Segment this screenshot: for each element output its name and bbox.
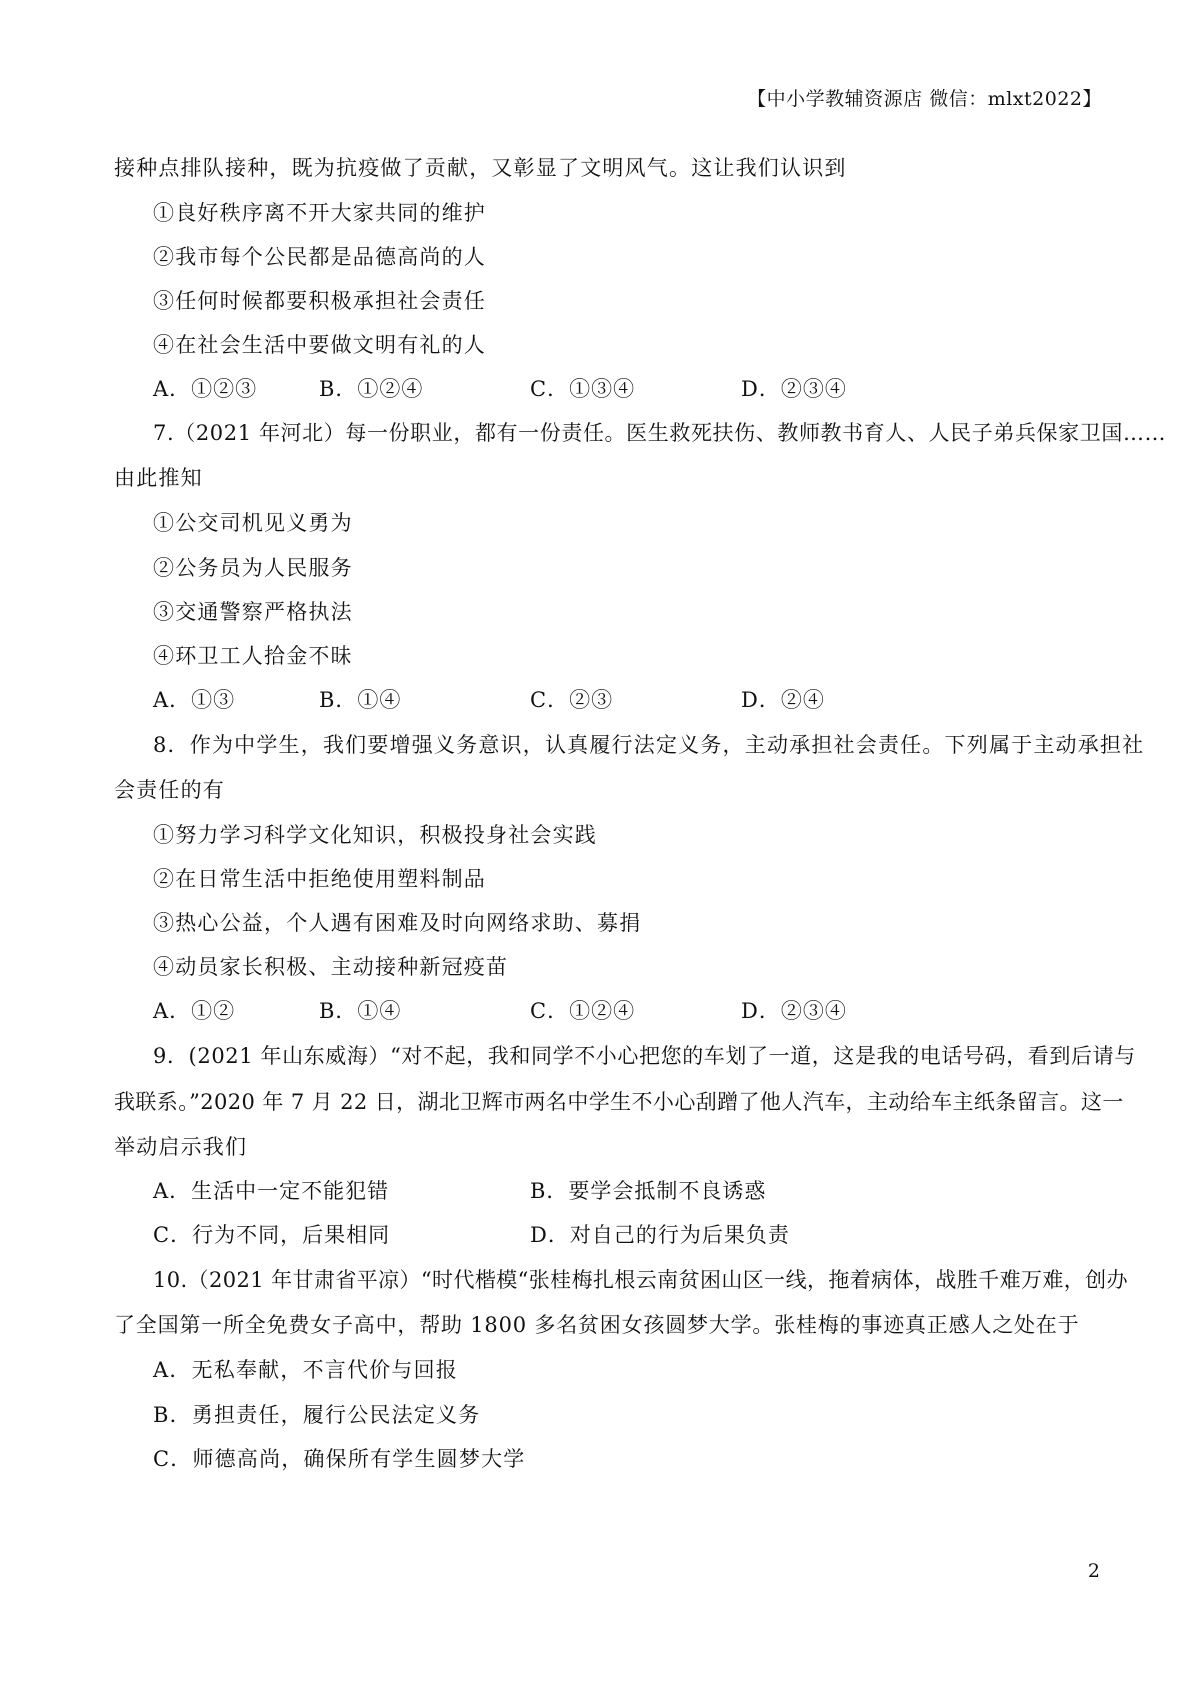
q7-item-3: ③交通警察严格执法	[153, 600, 353, 624]
q7-option-b: B．①④	[319, 688, 402, 712]
q9-stem-line-2: 我联系。”2020 年 7 月 22 日，湖北卫辉市两名中学生不小心刮蹭了他人汽车，主动给车主纸条留言。这一	[114, 1090, 1124, 1114]
q8-item-2: ②在日常生活中拒绝使用塑料制品	[153, 867, 486, 891]
q8-item-4: ④动员家长积极、主动接种新冠疫苗	[153, 955, 509, 979]
q8-option-b: B．①④	[319, 999, 402, 1023]
q6-stem: 接种点排队接种，既为抗疫做了贡献，又彰显了文明风气。这让我们认识到	[114, 156, 847, 180]
q6-item-3: ③任何时候都要积极承担社会责任	[153, 289, 486, 313]
q7-item-2: ②公务员为人民服务	[153, 556, 353, 580]
header-note: 【中小学教辅资源店 微信：mlxt2022】	[747, 88, 1102, 110]
q8-item-1: ①努力学习科学文化知识，积极投身社会实践	[153, 823, 597, 847]
q10-option-c: C．师德高尚，确保所有学生圆梦大学	[153, 1447, 526, 1471]
q10-stem-line-2: 了全国第一所全免费女子高中，帮助 1800 多名贫困女孩圆梦大学。张桂梅的事迹真正感人之处在于	[114, 1313, 1080, 1337]
q9-option-c: C．行为不同，后果相同	[153, 1223, 391, 1247]
q6-item-2: ②我市每个公民都是品德高尚的人	[153, 245, 486, 269]
q6-option-a: A．①②③	[153, 377, 258, 401]
page-number: 2	[1087, 1560, 1100, 1582]
q6-item-1: ①良好秩序离不开大家共同的维护	[153, 201, 486, 225]
q6-option-d: D．②③④	[741, 377, 847, 401]
q8-stem-line-2: 会责任的有	[114, 778, 225, 802]
q10-stem-line-1: 10.（2021 年甘肃省平凉）“时代楷模“张桂梅扎根云南贫困山区一线，拖着病体，战胜千难万难，创办	[153, 1268, 1128, 1292]
q10-option-a: A．无私奉献，不言代价与回报	[153, 1358, 458, 1382]
q10-option-b: B．勇担责任，履行公民法定义务	[153, 1403, 481, 1427]
q8-item-3: ③热心公益，个人遇有困难及时向网络求助、募捐	[153, 911, 642, 935]
q7-option-c: C．②③	[530, 688, 614, 712]
q6-option-b: B．①②④	[319, 377, 424, 401]
q6-item-4: ④在社会生活中要做文明有礼的人	[153, 333, 486, 357]
q7-stem-line-1: 7.（2021 年河北）每一份职业，都有一份责任。医生救死扶伤、教师教书育人、人民子弟兵保家卫国……	[153, 421, 1167, 445]
q9-stem-line-1: 9．(2021 年山东威海）“对不起，我和同学不小心把您的车划了一道，这是我的电话号码，看到后请与	[153, 1044, 1136, 1068]
q8-option-c: C．①②④	[530, 999, 636, 1023]
q8-option-a: A．①②	[153, 999, 236, 1023]
q6-option-c: C．①③④	[530, 377, 636, 401]
q7-option-d: D．②④	[741, 688, 825, 712]
q7-option-a: A．①③	[153, 688, 236, 712]
q9-stem-line-3: 举动启示我们	[114, 1135, 248, 1159]
q7-stem-line-2: 由此推知	[114, 466, 203, 490]
q8-option-d: D．②③④	[741, 999, 847, 1023]
q9-option-a: A．生活中一定不能犯错	[153, 1179, 390, 1203]
q7-item-1: ①公交司机见义勇为	[153, 511, 353, 535]
q7-item-4: ④环卫工人拾金不昧	[153, 644, 353, 668]
q9-option-d: D．对自己的行为后果负责	[530, 1223, 790, 1247]
q8-stem-line-1: 8．作为中学生，我们要增强义务意识，认真履行法定义务，主动承担社会责任。下列属于主动承担社	[153, 733, 1145, 757]
q9-option-b: B．要学会抵制不良诱惑	[530, 1179, 767, 1203]
